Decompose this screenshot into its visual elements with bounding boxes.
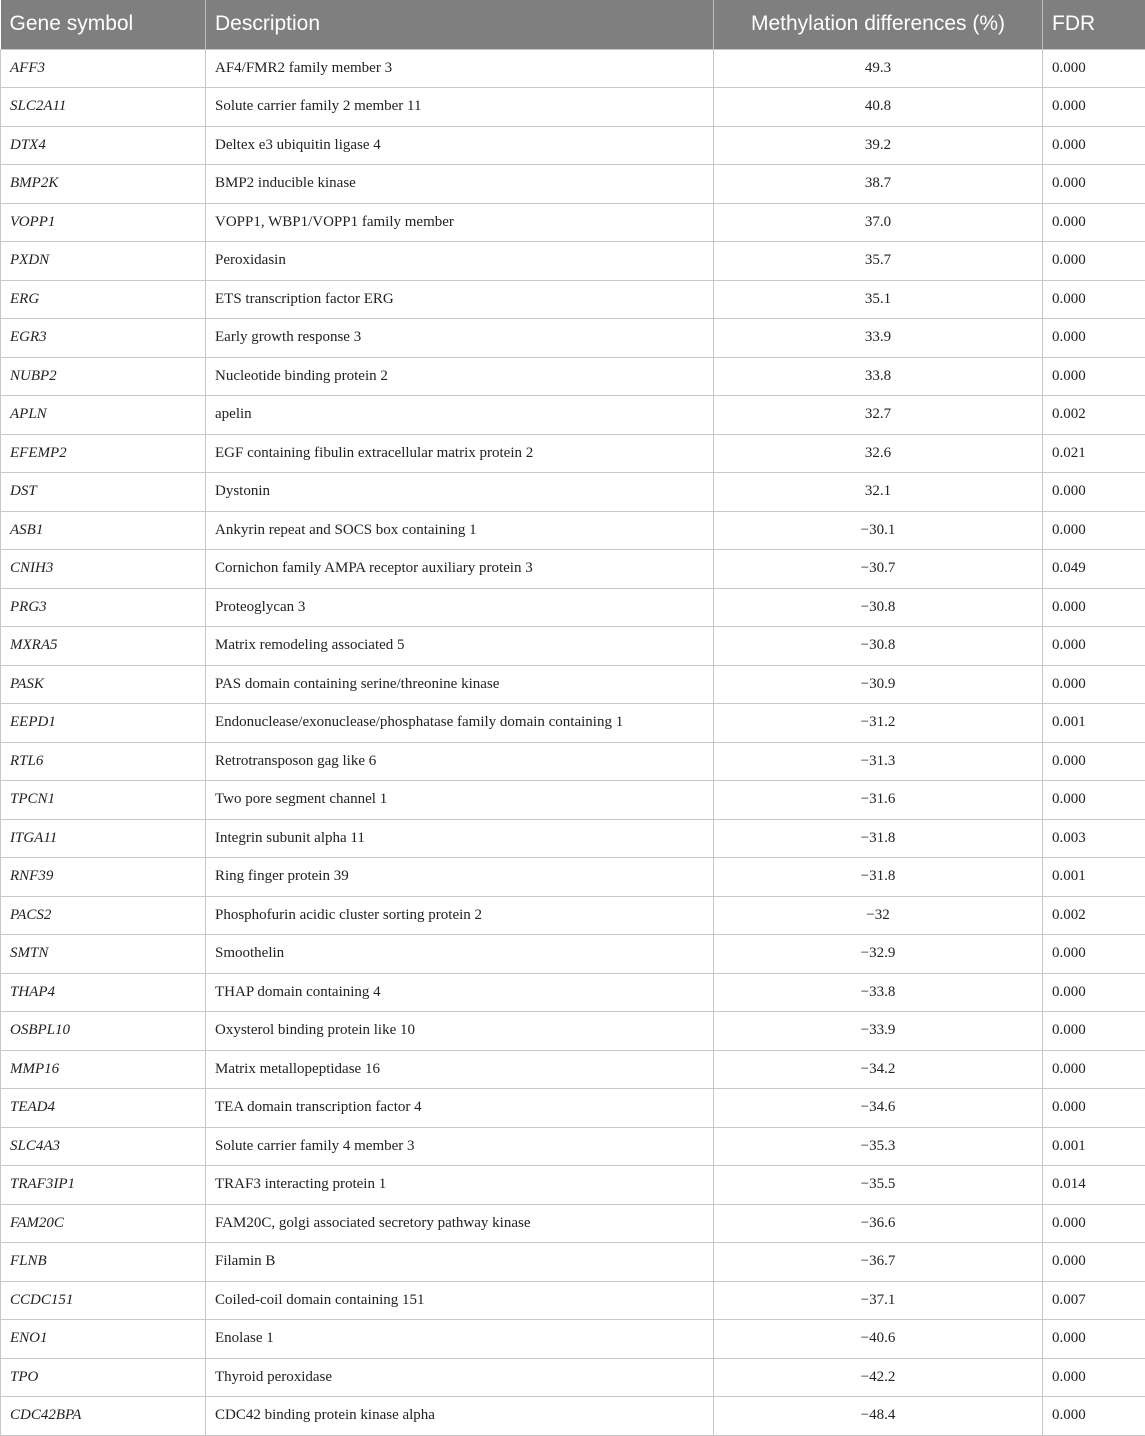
gene-symbol-cell: EFEMP2 (1, 434, 206, 473)
description-cell: Nucleotide binding protein 2 (206, 357, 714, 396)
gene-symbol-cell: PASK (1, 665, 206, 704)
gene-symbol-cell: FLNB (1, 1243, 206, 1282)
gene-symbol-cell: DTX4 (1, 126, 206, 165)
table-row (1, 1050, 1145, 1089)
fdr-cell: 0.049 (1043, 550, 1145, 589)
methylation-difference-cell: −30.9 (714, 665, 1043, 704)
table-row (1, 1127, 1145, 1166)
table-row (1, 781, 1145, 820)
methylation-difference-cell: −30.8 (714, 627, 1043, 666)
header-row (1, 0, 1145, 49)
table-row (1, 280, 1145, 319)
table-row (1, 665, 1145, 704)
gene-symbol-cell: AFF3 (1, 49, 206, 88)
methylation-difference-cell: −30.1 (714, 511, 1043, 550)
methylation-difference-cell: 32.6 (714, 434, 1043, 473)
description-cell: apelin (206, 396, 714, 435)
table-row (1, 396, 1145, 435)
gene-symbol-cell: RNF39 (1, 858, 206, 897)
table-row (1, 1358, 1145, 1397)
gene-symbol-cell: OSBPL10 (1, 1012, 206, 1051)
fdr-cell: 0.000 (1043, 1397, 1145, 1436)
table-row (1, 1320, 1145, 1359)
gene-symbol-cell: VOPP1 (1, 203, 206, 242)
fdr-cell: 0.000 (1043, 49, 1145, 88)
methylation-difference-cell: 32.1 (714, 473, 1043, 512)
table-row (1, 1397, 1145, 1436)
table-row (1, 819, 1145, 858)
fdr-cell: 0.003 (1043, 819, 1145, 858)
description-cell: Matrix metallopeptidase 16 (206, 1050, 714, 1089)
description-cell: AF4/FMR2 family member 3 (206, 49, 714, 88)
table-row (1, 434, 1145, 473)
table-row (1, 935, 1145, 974)
methylation-difference-cell: −36.7 (714, 1243, 1043, 1282)
description-cell: Peroxidasin (206, 242, 714, 281)
fdr-cell: 0.000 (1043, 473, 1145, 512)
table-row (1, 1281, 1145, 1320)
description-cell: Solute carrier family 2 member 11 (206, 88, 714, 127)
description-cell: BMP2 inducible kinase (206, 165, 714, 204)
methylation-difference-cell: −40.6 (714, 1320, 1043, 1359)
description-cell: Matrix remodeling associated 5 (206, 627, 714, 666)
gene-symbol-cell: ASB1 (1, 511, 206, 550)
methylation-difference-cell: −31.6 (714, 781, 1043, 820)
description-cell: TRAF3 interacting protein 1 (206, 1166, 714, 1205)
gene-symbol-cell: SMTN (1, 935, 206, 974)
table-row (1, 1204, 1145, 1243)
description-cell: FAM20C, golgi associated secretory pathway kinase (206, 1204, 714, 1243)
description-cell: Cornichon family AMPA receptor auxiliary protein 3 (206, 550, 714, 589)
methylation-difference-cell: −48.4 (714, 1397, 1043, 1436)
description-cell: Early growth response 3 (206, 319, 714, 358)
table-row (1, 49, 1145, 88)
methylation-difference-cell: −32.9 (714, 935, 1043, 974)
description-cell: CDC42 binding protein kinase alpha (206, 1397, 714, 1436)
fdr-cell: 0.000 (1043, 588, 1145, 627)
fdr-cell: 0.000 (1043, 781, 1145, 820)
table-row (1, 973, 1145, 1012)
gene-symbol-cell: PRG3 (1, 588, 206, 627)
description-cell: Enolase 1 (206, 1320, 714, 1359)
methylation-difference-cell: −31.2 (714, 704, 1043, 743)
gene-symbol-cell: SLC4A3 (1, 1127, 206, 1166)
description-cell: Endonuclease/exonuclease/phosphatase family domain containing 1 (206, 704, 714, 743)
table-row (1, 511, 1145, 550)
description-cell: Integrin subunit alpha 11 (206, 819, 714, 858)
table-row (1, 203, 1145, 242)
methylation-difference-cell: 35.7 (714, 242, 1043, 281)
header-description: Description (206, 0, 714, 49)
gene-symbol-cell: MXRA5 (1, 627, 206, 666)
table-row (1, 473, 1145, 512)
description-cell: Two pore segment channel 1 (206, 781, 714, 820)
methylation-difference-cell: −33.9 (714, 1012, 1043, 1051)
fdr-cell: 0.000 (1043, 1089, 1145, 1128)
table-row (1, 242, 1145, 281)
header-gene-symbol: Gene symbol (1, 0, 206, 49)
gene-symbol-cell: EEPD1 (1, 704, 206, 743)
methylation-difference-cell: −33.8 (714, 973, 1043, 1012)
methylation-difference-cell: 33.9 (714, 319, 1043, 358)
description-cell: Deltex e3 ubiquitin ligase 4 (206, 126, 714, 165)
gene-symbol-cell: PXDN (1, 242, 206, 281)
methylation-difference-cell: 39.2 (714, 126, 1043, 165)
table-row (1, 858, 1145, 897)
description-cell: Coiled-coil domain containing 151 (206, 1281, 714, 1320)
methylation-difference-cell: 37.0 (714, 203, 1043, 242)
methylation-difference-cell: −30.8 (714, 588, 1043, 627)
table-row (1, 550, 1145, 589)
gene-symbol-cell: CDC42BPA (1, 1397, 206, 1436)
fdr-cell: 0.000 (1043, 935, 1145, 974)
table-header (1, 0, 1145, 49)
description-cell: TEA domain transcription factor 4 (206, 1089, 714, 1128)
table-row (1, 88, 1145, 127)
gene-symbol-cell: ENO1 (1, 1320, 206, 1359)
fdr-cell: 0.000 (1043, 1012, 1145, 1051)
gene-symbol-cell: DST (1, 473, 206, 512)
description-cell: Proteoglycan 3 (206, 588, 714, 627)
gene-symbol-cell: EGR3 (1, 319, 206, 358)
gene-symbol-cell: PACS2 (1, 896, 206, 935)
gene-symbol-cell: CCDC151 (1, 1281, 206, 1320)
table-row (1, 896, 1145, 935)
fdr-cell: 0.000 (1043, 973, 1145, 1012)
methylation-difference-cell: 35.1 (714, 280, 1043, 319)
fdr-cell: 0.000 (1043, 203, 1145, 242)
fdr-cell: 0.000 (1043, 665, 1145, 704)
methylation-difference-cell: −42.2 (714, 1358, 1043, 1397)
fdr-cell: 0.000 (1043, 319, 1145, 358)
table-row (1, 627, 1145, 666)
description-cell: Filamin B (206, 1243, 714, 1282)
gene-symbol-cell: ITGA11 (1, 819, 206, 858)
methylation-difference-cell: −31.8 (714, 858, 1043, 897)
gene-symbol-cell: APLN (1, 396, 206, 435)
gene-symbol-cell: NUBP2 (1, 357, 206, 396)
gene-symbol-cell: TPCN1 (1, 781, 206, 820)
gene-symbol-cell: FAM20C (1, 1204, 206, 1243)
fdr-cell: 0.001 (1043, 704, 1145, 743)
description-cell: Thyroid peroxidase (206, 1358, 714, 1397)
methylation-difference-cell: −34.2 (714, 1050, 1043, 1089)
description-cell: ETS transcription factor ERG (206, 280, 714, 319)
gene-symbol-cell: TRAF3IP1 (1, 1166, 206, 1205)
description-cell: EGF containing fibulin extracellular matrix protein 2 (206, 434, 714, 473)
description-cell: Retrotransposon gag like 6 (206, 742, 714, 781)
table-row (1, 1243, 1145, 1282)
methylation-difference-cell: −32 (714, 896, 1043, 935)
description-cell: Oxysterol binding protein like 10 (206, 1012, 714, 1051)
fdr-cell: 0.000 (1043, 511, 1145, 550)
fdr-cell: 0.002 (1043, 396, 1145, 435)
table-body (1, 49, 1145, 1435)
methylation-difference-cell: −36.6 (714, 1204, 1043, 1243)
fdr-cell: 0.001 (1043, 1127, 1145, 1166)
methylation-difference-cell: −35.3 (714, 1127, 1043, 1166)
methylation-difference-cell: −37.1 (714, 1281, 1043, 1320)
description-cell: Phosphofurin acidic cluster sorting protein 2 (206, 896, 714, 935)
gene-symbol-cell: CNIH3 (1, 550, 206, 589)
gene-symbol-cell: THAP4 (1, 973, 206, 1012)
description-cell: Dystonin (206, 473, 714, 512)
table-row (1, 126, 1145, 165)
fdr-cell: 0.001 (1043, 858, 1145, 897)
description-cell: Smoothelin (206, 935, 714, 974)
methylation-difference-cell: −35.5 (714, 1166, 1043, 1205)
description-cell: Ring finger protein 39 (206, 858, 714, 897)
fdr-cell: 0.002 (1043, 896, 1145, 935)
methylation-difference-cell: −31.3 (714, 742, 1043, 781)
methylation-difference-cell: 40.8 (714, 88, 1043, 127)
table-row (1, 165, 1145, 204)
methylation-difference-cell: 38.7 (714, 165, 1043, 204)
fdr-cell: 0.000 (1043, 357, 1145, 396)
gene-symbol-cell: SLC2A11 (1, 88, 206, 127)
fdr-cell: 0.021 (1043, 434, 1145, 473)
fdr-cell: 0.000 (1043, 1050, 1145, 1089)
description-cell: THAP domain containing 4 (206, 973, 714, 1012)
fdr-cell: 0.000 (1043, 1320, 1145, 1359)
methylation-difference-cell: −30.7 (714, 550, 1043, 589)
table-row (1, 704, 1145, 743)
table-row (1, 588, 1145, 627)
methylation-difference-cell: 33.8 (714, 357, 1043, 396)
description-cell: PAS domain containing serine/threonine kinase (206, 665, 714, 704)
fdr-cell: 0.000 (1043, 126, 1145, 165)
description-cell: Ankyrin repeat and SOCS box containing 1 (206, 511, 714, 550)
methylation-difference-cell: 49.3 (714, 49, 1043, 88)
methylation-difference-cell: −31.8 (714, 819, 1043, 858)
fdr-cell: 0.000 (1043, 88, 1145, 127)
methylation-difference-cell: 32.7 (714, 396, 1043, 435)
gene-symbol-cell: BMP2K (1, 165, 206, 204)
gene-symbol-cell: MMP16 (1, 1050, 206, 1089)
table-row (1, 1089, 1145, 1128)
gene-symbol-cell: ERG (1, 280, 206, 319)
header-fdr: FDR (1043, 0, 1145, 49)
table-row (1, 319, 1145, 358)
table-row (1, 742, 1145, 781)
fdr-cell: 0.000 (1043, 165, 1145, 204)
description-cell: Solute carrier family 4 member 3 (206, 1127, 714, 1166)
table-row (1, 1012, 1145, 1051)
fdr-cell: 0.014 (1043, 1166, 1145, 1205)
methylation-difference-cell: −34.6 (714, 1089, 1043, 1128)
fdr-cell: 0.000 (1043, 627, 1145, 666)
table-row (1, 357, 1145, 396)
fdr-cell: 0.000 (1043, 742, 1145, 781)
fdr-cell: 0.000 (1043, 1243, 1145, 1282)
gene-symbol-cell: TEAD4 (1, 1089, 206, 1128)
fdr-cell: 0.000 (1043, 1358, 1145, 1397)
fdr-cell: 0.000 (1043, 242, 1145, 281)
gene-symbol-cell: TPO (1, 1358, 206, 1397)
header-methylation-differences: Methylation differences (%) (714, 0, 1043, 49)
fdr-cell: 0.007 (1043, 1281, 1145, 1320)
fdr-cell: 0.000 (1043, 1204, 1145, 1243)
fdr-cell: 0.000 (1043, 280, 1145, 319)
description-cell: VOPP1, WBP1/VOPP1 family member (206, 203, 714, 242)
table-row (1, 1166, 1145, 1205)
gene-symbol-cell: RTL6 (1, 742, 206, 781)
